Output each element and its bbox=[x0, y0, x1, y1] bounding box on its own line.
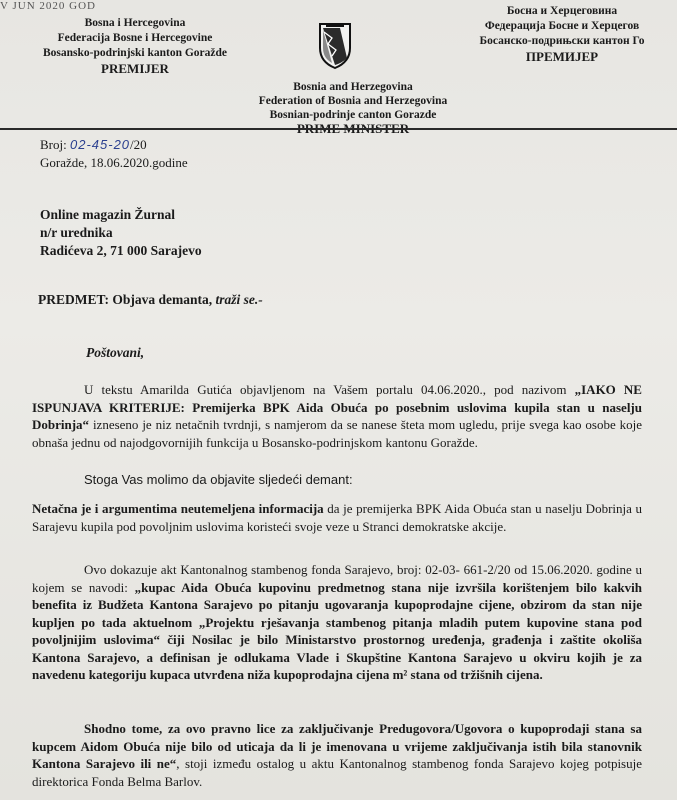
letterhead-center-line3: Bosnian-podrinje canton Gorazde bbox=[269, 109, 437, 121]
letterhead-left-line2: Federacija Bosne i Hercegovine bbox=[57, 32, 213, 44]
document-meta bbox=[40, 136, 188, 172]
paragraph-1-article-title: „IAKO NE ISPUNJAVA KRITERIJE: Premijerka BPK Aida Obuća po posebnim uslovima kupila stan u naselju Dobrinja“ bbox=[32, 382, 642, 432]
place-date: Goražde, 18.06.2020.godine bbox=[40, 155, 188, 170]
letterhead-center-title: PRIME MINISTER bbox=[296, 121, 410, 136]
paragraph-4 bbox=[32, 561, 642, 684]
paragraph-5 bbox=[32, 720, 642, 790]
paragraph-1 bbox=[32, 381, 642, 451]
paragraph-5-rest: , stoji između ostalog u aktu Kantonalnog stambenog fonda Sarajevo kojeg potpisuje direktorica Fonda Belma Barlov. bbox=[32, 756, 642, 789]
greeting: Poštovani, bbox=[86, 345, 145, 360]
letterhead-right-line2: Федерација Босне и Херцегов bbox=[484, 20, 640, 32]
subject-text: Objava demanta, bbox=[112, 292, 213, 307]
recipient-line3: Radićeva 2, 71 000 Sarajevo bbox=[40, 243, 202, 258]
paragraph-2 bbox=[32, 471, 642, 489]
paragraph-5-quote: Shodno tome, za ovo pravno lice za zaključivanje Predugovora/Ugovora o kupoprodaji stana sa kupcem Aidom Obuća nije bilo od uticaja da li je imenovana u vrijeme zaključivanja istih bila stanovnik Kantona Sarajevo ili ne“ bbox=[32, 721, 642, 771]
reference-number bbox=[40, 136, 188, 154]
coat-of-arms-icon bbox=[318, 22, 352, 70]
subject-line bbox=[38, 292, 263, 308]
header-divider bbox=[0, 128, 677, 130]
scan-edge-text: V JUN 2020 GOD bbox=[0, 0, 96, 12]
letterhead-right bbox=[447, 4, 677, 64]
paragraph-3-emphasis: Netačna je i argumentima neutemeljena informacija bbox=[32, 501, 324, 516]
paragraph-1-rest: izneseno je niz netačnih tvrdnji, s namjerom da se nanese šteta mom ugledu, prije svega kao osobe koje obnaša jednu od najodgovornijih funkcija u Bosansko-podrinjskom kantonu Goražde. bbox=[32, 417, 642, 450]
reference-suffix: /20 bbox=[130, 137, 147, 152]
subject-label: PREDMET: bbox=[38, 292, 109, 307]
paragraph-4-quote: „kupac Aida Obuća kupovinu predmetnog stana nije izvršila korištenjem bilo kakvih benefita iz Budžeta Kantona Sarajevo po pitanju ugovaranja kupoprodajne cijene, obzirom da stan nije kupljen po tada aktuelnom „Projektu rješavanja stambenog pitanja mladih putem kupovine stana pod povoljnijim uslovima“ čiji Nosilac je bilo Ministarstvo prostornog uređenja, građenja i zaštite okoliša Kantona Sarajevo, a definisan je odlukama Vlade i Skupštine Kantona Sarajevo u okviru kojih je za navedenu kategoriju kupaca utvrđena niža kupoprodajna cijena m² stana od tržišnih cijena. bbox=[32, 579, 642, 682]
reference-label: Broj: bbox=[40, 137, 67, 152]
letterhead-left-title: PREMIJER bbox=[101, 61, 169, 76]
paragraph-1-intro: U tekstu Amarilda Gutića objavljenom na Vašem portalu 04.06.2020., pod nazivom bbox=[84, 382, 575, 397]
subject-tail: traži se.- bbox=[215, 292, 263, 307]
paragraph-4-intro: Ovo dokazuje akt Kantonalnog stambenog fonda Sarajevo, broj: 02-03- 661-2/20 od 15.06.2020. godine u kojem se navodi: bbox=[32, 562, 642, 595]
reference-handwritten: 02-45-20 bbox=[69, 137, 131, 152]
recipient-line1: Online magazin Žurnal bbox=[40, 207, 176, 222]
letterhead-right-title: ПРЕМИЈЕР bbox=[525, 49, 599, 64]
letterhead-right-line1: Босна и Херцеговина bbox=[506, 5, 618, 17]
paragraph-3-rest: da je premijerka BPK Aida Obuća stan u naselju Dobrinja u Sarajevu kupila pod povoljnim uslovima koristeći svoje veze u Stranci demokratske akcije. bbox=[32, 501, 642, 534]
letterhead-center-line1: Bosnia and Herzegovina bbox=[293, 81, 413, 93]
letterhead-right-line3: Босанско-подрињски кантон Го bbox=[479, 35, 645, 47]
recipient-line2: n/r urednika bbox=[40, 225, 113, 240]
recipient-address bbox=[40, 206, 202, 260]
letterhead-left bbox=[10, 16, 260, 76]
paragraph-3 bbox=[32, 500, 642, 535]
letterhead-left-line1: Bosna i Hercegovina bbox=[84, 17, 186, 29]
letterhead-left-line3: Bosansko-podrinjski kanton Goražde bbox=[42, 47, 228, 59]
paragraph-2-text: Stoga Vas molimo da objavite sljedeći demant: bbox=[84, 472, 353, 487]
letterhead-center-line2: Federation of Bosnia and Herzegovina bbox=[258, 95, 448, 107]
